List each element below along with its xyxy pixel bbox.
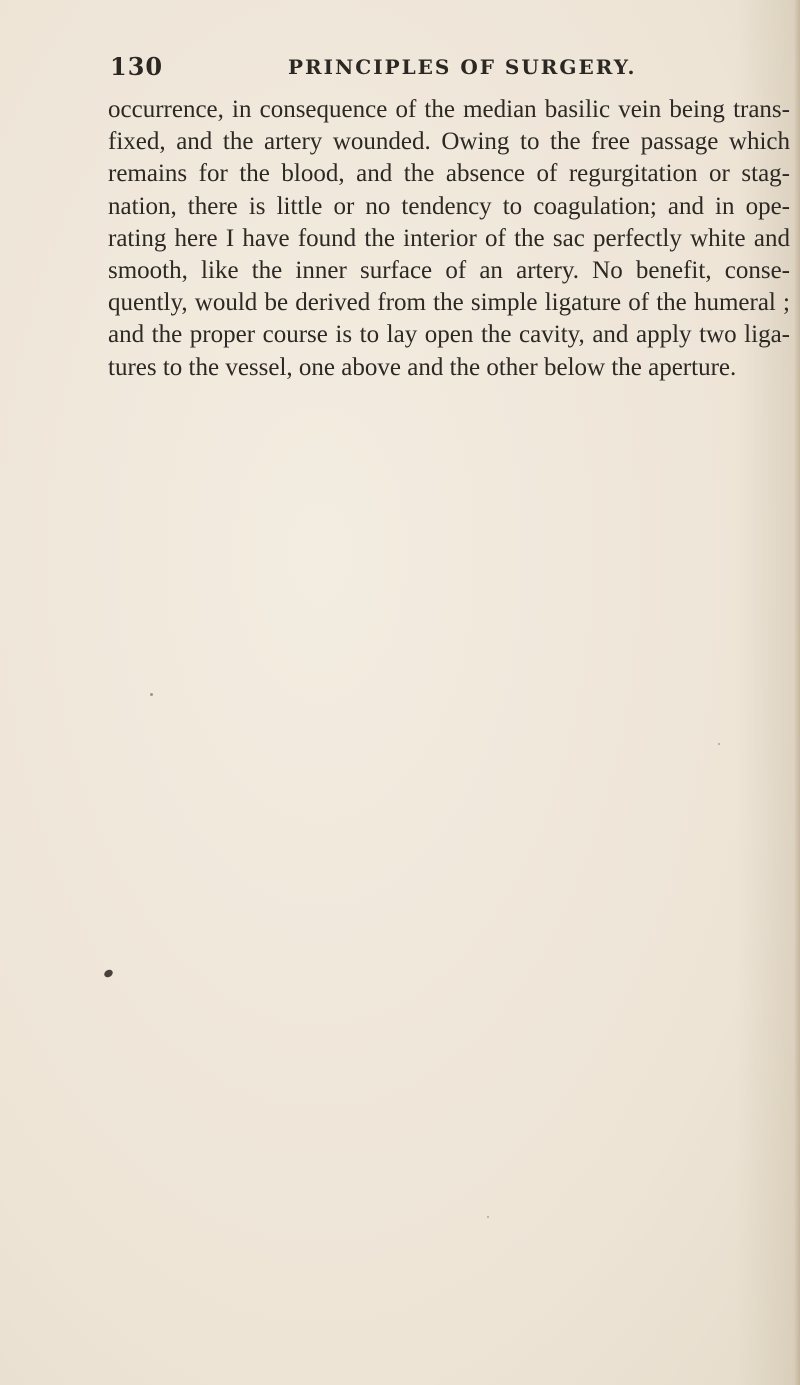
- running-head: PRINCIPLES OF SURGERY.: [288, 55, 637, 79]
- page-header: [110, 52, 750, 82]
- page-number: 130: [110, 52, 164, 81]
- text-line: rating here I have found the interior of the sac perfectly white and: [108, 224, 790, 252]
- text-line: nation, there is little or no tendency to coagulation; and in ope-: [108, 192, 790, 220]
- page-edge-shadow: [794, 0, 800, 1385]
- text-line: fixed, and the artery wounded. Owing to the free passage which: [108, 128, 790, 156]
- text-line: smooth, like the inner surface of an artery. No benefit, conse-: [108, 256, 790, 284]
- text-line: occurrence, in consequence of the median basilic vein being trans-: [108, 96, 790, 123]
- text-line: remains for the blood, and the absence of regurgitation or stag-: [108, 160, 790, 188]
- ink-speck: [487, 1216, 489, 1218]
- ink-speck: [103, 968, 114, 979]
- ink-speck: [150, 693, 153, 696]
- body-paragraph: [108, 94, 790, 384]
- text-line: quently, would be derived from the simple ligature of the humeral ;: [108, 289, 790, 317]
- ink-speck: [718, 743, 720, 745]
- text-line: and the proper course is to lay open the cavity, and apply two liga-: [108, 321, 790, 349]
- text-line: tures to the vessel, one above and the other below the aperture.: [108, 353, 737, 381]
